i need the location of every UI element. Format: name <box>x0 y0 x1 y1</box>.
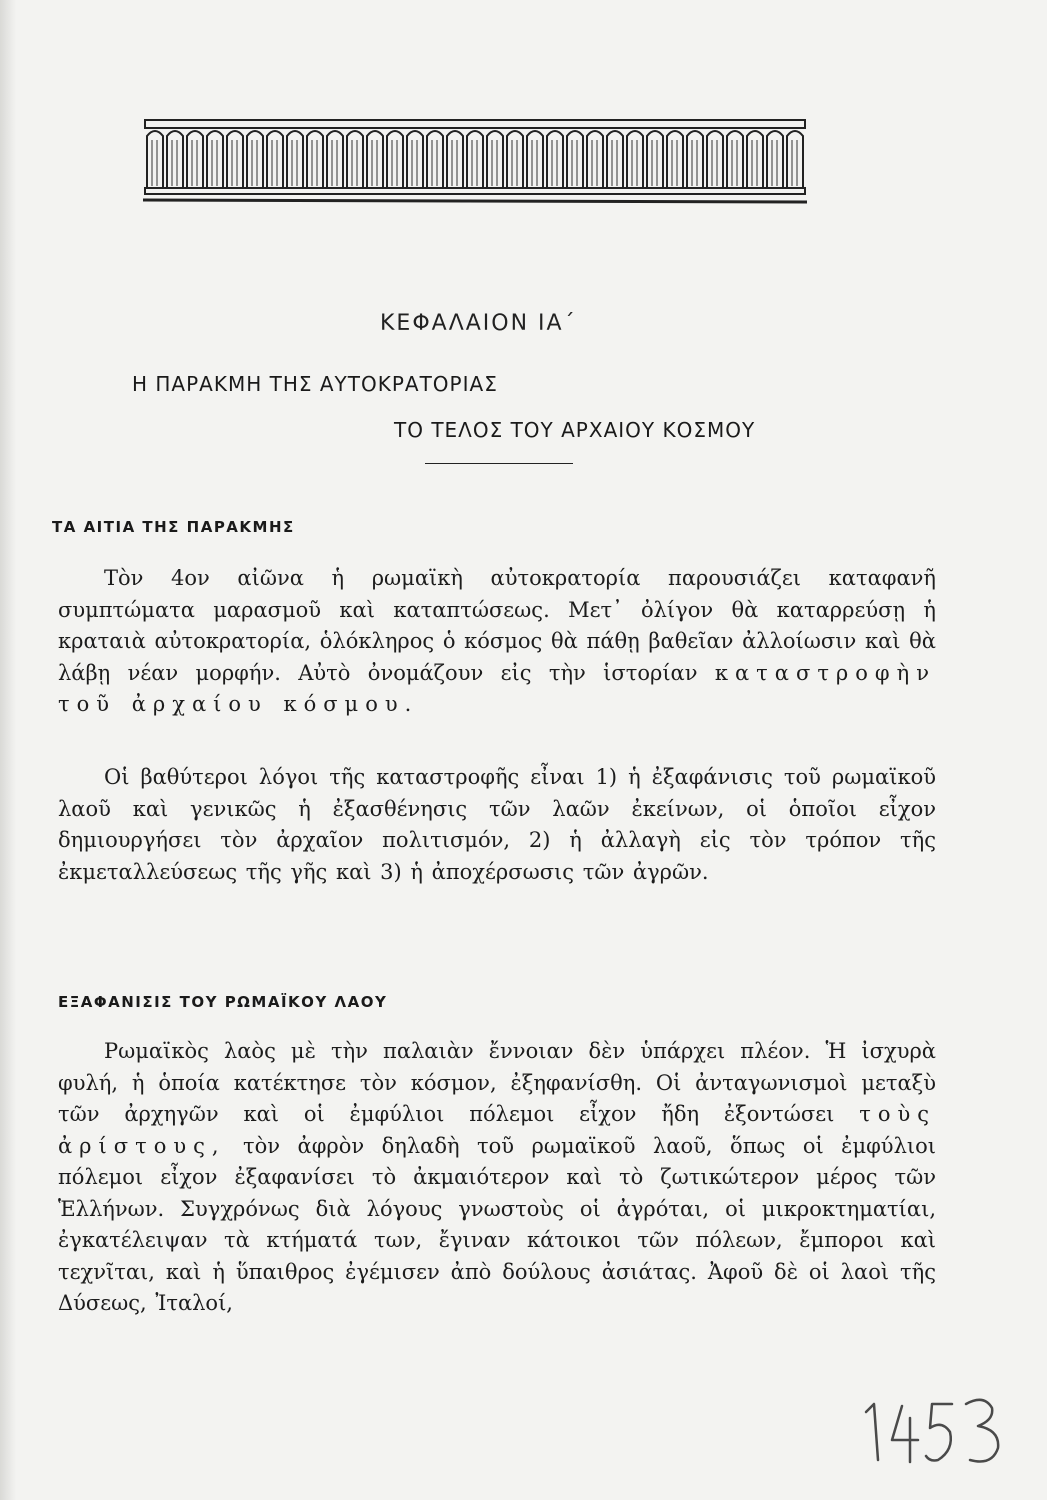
paragraph-text: Οἱ βαθύτεροι λόγοι τῆς καταστροφῆς εἶναι 1) ἡ ἐξαφάνισις τοῦ ρωμαϊκοῦ λαοῦ καὶ γενικῶς ἡ ἐξασθένησις τῶν λαῶν ἐκείνων, οἱ ὁποῖοι εἶχον δημιουργήσει τὸν ἀρχαῖον πολιτισμόν, 2) ἡ ἀλλαγὴ εἰς τὸν τρόπον τῆς ἐκμεταλλεύσεως τῆς γῆς καὶ 3) ἡ ἀποχέρσωσις τῶν ἀγρῶν. <box>58 765 936 884</box>
handwritten-number-annotation <box>858 1390 1018 1470</box>
section-heading-disappearance: ΕΞΑΦΑΝΙΣΙΣ ΤΟΥ ΡΩΜΑΪΚΟΥ ΛΑΟΥ <box>58 993 388 1011</box>
page-edge-shadow <box>0 0 16 1500</box>
chapter-title-line-2: ΤΟ ΤΕΛΟΣ ΤΟΥ ΑΡΧΑΙΟΥ ΚΟΣΜΟΥ <box>394 418 756 442</box>
section-heading-causes: ΤΑ ΑΙΤΙΑ ΤΗΣ ΠΑΡΑΚΜΗΣ <box>52 518 295 536</box>
paragraph-causes-intro <box>58 563 936 721</box>
emphasized-text: τοὺς ἀρίστους, <box>58 1102 936 1158</box>
chapter-number: ΚΕΦΑΛΑΙΟΝ ΙΑ΄ <box>380 311 577 336</box>
title-divider <box>425 463 573 464</box>
chapter-title-line-1: Η ΠΑΡΑΚΜΗ ΤΗΣ ΑΥΤΟΚΡΑΤΟΡΙΑΣ <box>132 372 498 396</box>
paragraph-roman-people <box>58 1036 936 1320</box>
paragraph-causes-reasons <box>58 762 936 888</box>
emphasized-text: καταστροφὴν τοῦ ἀρχαίου κόσμου. <box>58 660 936 716</box>
paragraph-text: Τὸν 4ον αἰῶνα ἡ ρωμαϊκὴ αὐτοκρατορία παρουσιάζει καταφανῆ συμπτώματα μαρασμοῦ καὶ καταπτώσεως. Μετ᾽ ὀλίγον θὰ καταρρεύσῃ ἡ κραταιὰ αὐτοκρατορία, ὁλόκληρος ὁ κόσμος θὰ πάθῃ βαθεῖαν ἀλλοίωσιν καὶ θὰ λάβῃ νέαν μορφήν. Αὐτὸ ὀνομάζουν εἰς τὴν ἱστορίαν <box>58 566 936 685</box>
paragraph-text-continued: τὸν ἀφρὸν δηλαδὴ τοῦ ρωμαϊκοῦ λαοῦ, ὅπως οἱ ἐμφύλιοι πόλεμοι εἶχον ἐξαφανίσει τὸ ἀκμαιότερον καὶ τὸ ζωτικώτερον μέρος τῶν Ἑλλήνων. Συγχρόνως διὰ λόγους γνωστοὺς οἱ ἀγρόται, οἱ μικροκτηματίαι, ἐγκατέλειψαν τὰ κτήματά των, ἔγιναν κάτοικοι τῶν πόλεων, ἔμποροι καὶ τεχνῖται, καὶ ἡ ὕπαιθρος ἐγέμισεν ἀπὸ δούλους ἀσιάτας. Ἀφοῦ δὲ οἱ λαοὶ τῆς Δύσεως, Ἰταλοί, <box>58 1133 936 1315</box>
paragraph-text: Ρωμαϊκὸς λαὸς μὲ τὴν παλαιὰν ἔννοιαν δὲν ὑπάρχει πλέον. Ἡ ἰσχυρὰ φυλή, ἡ ὁποία κατέκτησε τὸν κόσμον, ἐξηφανίσθη. Οἱ ἀνταγωνισμοὶ μεταξὺ τῶν ἀρχηγῶν καὶ οἱ ἐμφύλιοι πόλεμοι εἶχον ἤδη ἐξοντώσει <box>58 1039 936 1126</box>
decorative-colonnade-ornament <box>143 118 807 204</box>
